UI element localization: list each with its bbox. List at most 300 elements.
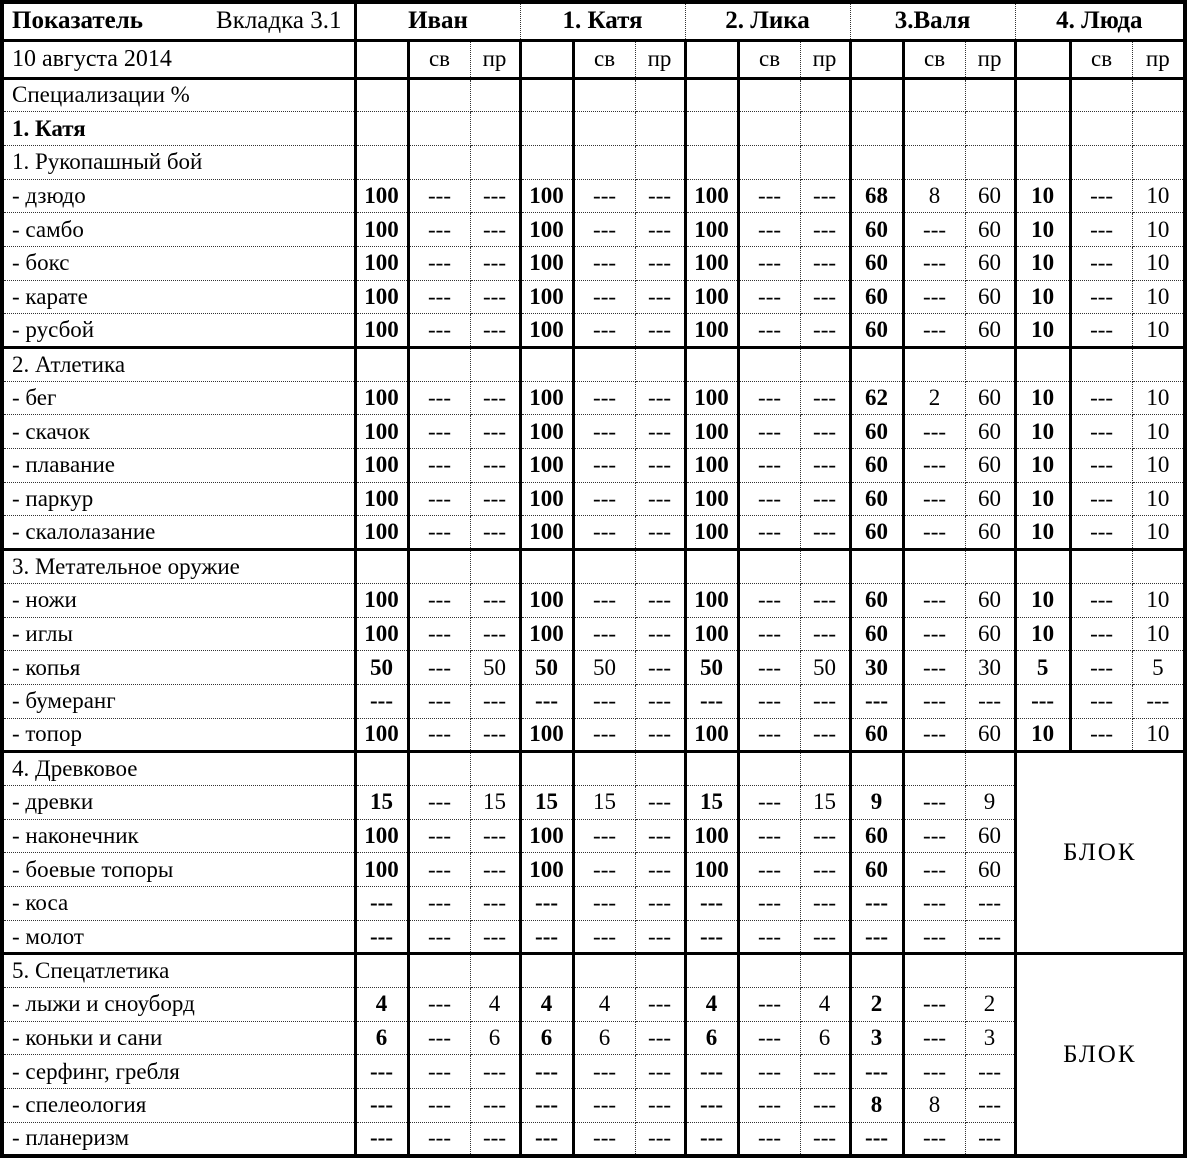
value-cell: 10 [1132, 179, 1185, 213]
column-header-ivan: Иван [355, 2, 520, 40]
value-cell: 60 [965, 617, 1015, 651]
value-cell: --- [685, 887, 738, 921]
value-cell [850, 348, 903, 382]
value-cell: --- [738, 819, 800, 853]
value-cell: --- [738, 449, 800, 483]
value-cell: 10 [1132, 415, 1185, 449]
value-cell: 100 [685, 482, 738, 516]
value-cell: 10 [1015, 482, 1070, 516]
value-cell: --- [355, 887, 408, 921]
row-label: - паркур [2, 482, 355, 516]
table-row [2, 988, 1185, 1022]
header-title-cell [2, 2, 355, 40]
value-cell: --- [965, 1122, 1015, 1156]
value-cell [850, 752, 903, 786]
value-cell: --- [635, 449, 685, 483]
value-cell: 2 [903, 381, 965, 415]
value-cell: 2 [850, 988, 903, 1022]
date-label: 10 августа 2014 [2, 40, 355, 78]
value-cell: --- [738, 1055, 800, 1089]
value-cell: --- [635, 1055, 685, 1089]
table-row [2, 145, 1185, 179]
table-row [2, 718, 1185, 752]
table-row [2, 752, 1185, 786]
value-cell: 60 [850, 314, 903, 348]
value-cell: 60 [850, 246, 903, 280]
value-cell: 100 [520, 718, 573, 752]
subcol-sv: св [903, 40, 965, 78]
table-row [2, 280, 1185, 314]
value-cell [965, 752, 1015, 786]
table-row [2, 550, 1185, 584]
value-cell [850, 550, 903, 584]
value-cell: 60 [850, 718, 903, 752]
value-cell: --- [800, 617, 850, 651]
value-cell: --- [408, 179, 470, 213]
value-cell: --- [738, 1021, 800, 1055]
value-cell: --- [903, 449, 965, 483]
value-cell [800, 112, 850, 146]
value-cell: --- [573, 718, 635, 752]
value-cell: --- [635, 920, 685, 954]
value-cell: --- [573, 819, 635, 853]
value-cell: 60 [965, 819, 1015, 853]
subcol-pr: пр [1132, 40, 1185, 78]
value-cell: 10 [1132, 583, 1185, 617]
value-cell: 100 [685, 819, 738, 853]
value-cell: 60 [965, 314, 1015, 348]
row-label: - древки [2, 785, 355, 819]
value-cell: --- [738, 482, 800, 516]
value-cell: --- [520, 1055, 573, 1089]
value-cell: --- [635, 819, 685, 853]
value-cell: 100 [685, 449, 738, 483]
value-cell [738, 78, 800, 112]
value-cell: --- [903, 516, 965, 550]
value-cell: --- [520, 920, 573, 954]
value-cell: --- [520, 1089, 573, 1123]
value-cell [635, 348, 685, 382]
value-cell: --- [470, 449, 520, 483]
value-cell: 10 [1015, 280, 1070, 314]
value-cell: --- [903, 988, 965, 1022]
value-cell: 10 [1132, 516, 1185, 550]
value-cell [1132, 145, 1185, 179]
value-cell: --- [965, 1055, 1015, 1089]
value-cell: --- [408, 853, 470, 887]
value-cell: 50 [685, 651, 738, 685]
value-cell: 50 [800, 651, 850, 685]
value-cell [685, 954, 738, 988]
value-cell [573, 78, 635, 112]
value-cell: --- [738, 988, 800, 1022]
value-cell: --- [903, 280, 965, 314]
column-header-katya: 1. Катя [520, 2, 685, 40]
value-cell [520, 78, 573, 112]
value-cell: --- [470, 853, 520, 887]
value-cell [470, 112, 520, 146]
value-cell: --- [408, 314, 470, 348]
value-cell: --- [573, 381, 635, 415]
value-cell [903, 954, 965, 988]
table-row [2, 1122, 1185, 1156]
value-cell: --- [635, 887, 685, 921]
value-cell: 100 [355, 583, 408, 617]
value-cell [573, 550, 635, 584]
value-cell: --- [408, 819, 470, 853]
value-cell: --- [470, 684, 520, 718]
value-cell: --- [635, 785, 685, 819]
value-cell: --- [635, 179, 685, 213]
value-cell: --- [573, 179, 635, 213]
value-cell: --- [408, 920, 470, 954]
value-cell: 60 [850, 415, 903, 449]
value-cell: 10 [1015, 449, 1070, 483]
value-cell: --- [903, 583, 965, 617]
row-label: 5. Спецатлетика [2, 954, 355, 988]
value-cell: 60 [850, 280, 903, 314]
value-cell: 10 [1132, 314, 1185, 348]
value-cell [470, 550, 520, 584]
value-cell: --- [800, 887, 850, 921]
row-label: 3. Метательное оружие [2, 550, 355, 584]
value-cell: 5 [1015, 651, 1070, 685]
value-cell: --- [408, 1021, 470, 1055]
value-cell: --- [903, 920, 965, 954]
row-label: - серфинг, гребля [2, 1055, 355, 1089]
value-cell: 4 [470, 988, 520, 1022]
value-cell: --- [738, 179, 800, 213]
value-cell: --- [408, 617, 470, 651]
value-cell [738, 145, 800, 179]
value-cell [635, 550, 685, 584]
value-cell: --- [573, 280, 635, 314]
value-cell: 60 [965, 381, 1015, 415]
value-cell [965, 145, 1015, 179]
value-cell: --- [903, 785, 965, 819]
value-cell [738, 348, 800, 382]
value-cell [470, 954, 520, 988]
table-row [2, 954, 1185, 988]
value-cell: 100 [685, 280, 738, 314]
value-cell: --- [800, 314, 850, 348]
value-cell [520, 752, 573, 786]
value-cell: --- [1070, 179, 1132, 213]
value-cell [408, 550, 470, 584]
value-cell: --- [903, 1055, 965, 1089]
value-cell: --- [470, 1122, 520, 1156]
value-cell [850, 112, 903, 146]
value-cell: 100 [520, 314, 573, 348]
value-cell: 100 [355, 516, 408, 550]
row-label: Специализации % [2, 78, 355, 112]
value-cell: --- [470, 415, 520, 449]
value-cell: --- [470, 516, 520, 550]
row-label: - бумеранг [2, 684, 355, 718]
table-row [2, 314, 1185, 348]
table-row [2, 853, 1185, 887]
value-cell: --- [1070, 246, 1132, 280]
value-cell: --- [800, 213, 850, 247]
value-cell: --- [1070, 651, 1132, 685]
value-cell: 15 [520, 785, 573, 819]
value-cell [635, 78, 685, 112]
value-cell [1015, 550, 1070, 584]
subcol-sv: св [738, 40, 800, 78]
value-cell [355, 112, 408, 146]
value-cell [635, 112, 685, 146]
value-cell: --- [635, 1122, 685, 1156]
value-cell: --- [738, 314, 800, 348]
value-cell: --- [573, 1089, 635, 1123]
value-cell: --- [470, 718, 520, 752]
value-cell: --- [1070, 280, 1132, 314]
value-cell: --- [573, 583, 635, 617]
value-cell: 100 [685, 246, 738, 280]
value-cell: --- [635, 246, 685, 280]
value-cell: --- [1070, 516, 1132, 550]
value-cell: --- [355, 1122, 408, 1156]
table-header [2, 2, 1185, 78]
table-row [2, 179, 1185, 213]
table-row [2, 482, 1185, 516]
value-cell: 100 [520, 516, 573, 550]
value-cell: --- [965, 684, 1015, 718]
value-cell [1132, 78, 1185, 112]
value-cell [1070, 78, 1132, 112]
value-cell: 100 [520, 449, 573, 483]
value-cell: --- [903, 1021, 965, 1055]
value-cell: 60 [965, 583, 1015, 617]
value-cell: --- [408, 213, 470, 247]
value-cell: 100 [355, 482, 408, 516]
value-cell: --- [520, 684, 573, 718]
subcol-pr: пр [470, 40, 520, 78]
value-cell: 100 [355, 819, 408, 853]
value-cell [1070, 550, 1132, 584]
value-cell [685, 550, 738, 584]
row-label: - наконечник [2, 819, 355, 853]
value-cell [850, 954, 903, 988]
value-cell: --- [800, 482, 850, 516]
value-cell: 68 [850, 179, 903, 213]
value-cell: 100 [520, 819, 573, 853]
value-cell: --- [1015, 684, 1070, 718]
value-cell: --- [408, 516, 470, 550]
value-cell: 10 [1015, 415, 1070, 449]
value-cell: --- [573, 887, 635, 921]
value-cell [965, 112, 1015, 146]
value-cell: --- [470, 1089, 520, 1123]
value-cell [635, 145, 685, 179]
value-cell [738, 550, 800, 584]
value-cell: 10 [1015, 179, 1070, 213]
value-cell: --- [635, 314, 685, 348]
table-row [2, 246, 1185, 280]
value-cell [520, 550, 573, 584]
value-cell [470, 145, 520, 179]
row-label: - скачок [2, 415, 355, 449]
value-cell: --- [800, 280, 850, 314]
value-cell: --- [903, 718, 965, 752]
value-cell: 100 [685, 617, 738, 651]
row-label: - молот [2, 920, 355, 954]
value-cell: --- [408, 718, 470, 752]
blok-cell: БЛОК [1015, 954, 1185, 1156]
value-cell: --- [1070, 449, 1132, 483]
value-cell: 4 [520, 988, 573, 1022]
table-row [2, 819, 1185, 853]
value-cell: 30 [965, 651, 1015, 685]
value-cell: 60 [850, 449, 903, 483]
value-cell: 60 [965, 213, 1015, 247]
value-cell: 100 [520, 853, 573, 887]
value-cell: --- [800, 853, 850, 887]
value-cell: 60 [965, 179, 1015, 213]
value-cell: 100 [355, 718, 408, 752]
value-cell: --- [903, 415, 965, 449]
value-cell: --- [573, 246, 635, 280]
value-cell: --- [738, 785, 800, 819]
value-cell: --- [470, 819, 520, 853]
table-row [2, 785, 1185, 819]
value-cell: --- [685, 1055, 738, 1089]
value-cell: --- [635, 280, 685, 314]
value-cell [1070, 112, 1132, 146]
value-cell [903, 78, 965, 112]
value-cell: --- [1070, 415, 1132, 449]
value-cell: --- [573, 1122, 635, 1156]
value-cell: --- [903, 819, 965, 853]
value-cell: 100 [685, 583, 738, 617]
value-cell: --- [800, 449, 850, 483]
row-label: - карате [2, 280, 355, 314]
value-cell: 10 [1015, 583, 1070, 617]
value-cell: 6 [573, 1021, 635, 1055]
value-cell: 60 [965, 246, 1015, 280]
value-cell: 15 [470, 785, 520, 819]
value-cell: 100 [520, 415, 573, 449]
value-cell: --- [738, 617, 800, 651]
value-cell: 60 [965, 415, 1015, 449]
value-cell: --- [408, 280, 470, 314]
value-cell: 4 [800, 988, 850, 1022]
value-cell: 5 [1132, 651, 1185, 685]
value-cell: 60 [965, 280, 1015, 314]
value-cell: --- [965, 887, 1015, 921]
table-body [2, 78, 1185, 1156]
value-cell [738, 112, 800, 146]
row-label: - планеризм [2, 1122, 355, 1156]
value-cell: --- [903, 887, 965, 921]
row-label: - коса [2, 887, 355, 921]
value-cell: 100 [355, 853, 408, 887]
value-cell: --- [635, 381, 685, 415]
table-row [2, 516, 1185, 550]
table-row [2, 415, 1185, 449]
value-cell: --- [685, 1122, 738, 1156]
value-cell: 10 [1132, 280, 1185, 314]
value-cell [1070, 145, 1132, 179]
value-cell: 15 [573, 785, 635, 819]
value-cell: --- [1070, 314, 1132, 348]
value-cell: 100 [520, 381, 573, 415]
value-cell: 100 [355, 381, 408, 415]
value-cell: 3 [850, 1021, 903, 1055]
value-cell: --- [850, 920, 903, 954]
subcol-main [520, 40, 573, 78]
value-cell: 60 [965, 718, 1015, 752]
table-row [2, 920, 1185, 954]
value-cell [685, 752, 738, 786]
value-cell: --- [355, 1055, 408, 1089]
value-cell: --- [738, 853, 800, 887]
value-cell: 100 [355, 213, 408, 247]
value-cell: --- [408, 449, 470, 483]
value-cell: 10 [1132, 246, 1185, 280]
value-cell: 9 [965, 785, 1015, 819]
value-cell: 100 [355, 280, 408, 314]
value-cell: 10 [1015, 516, 1070, 550]
value-cell: --- [520, 887, 573, 921]
value-cell: --- [800, 1055, 850, 1089]
value-cell [1132, 550, 1185, 584]
value-cell: 100 [520, 583, 573, 617]
value-cell: 60 [850, 583, 903, 617]
value-cell [685, 145, 738, 179]
value-cell [685, 112, 738, 146]
row-label: - топор [2, 718, 355, 752]
value-cell: --- [573, 684, 635, 718]
value-cell: --- [573, 482, 635, 516]
value-cell: 60 [965, 482, 1015, 516]
value-cell [903, 112, 965, 146]
value-cell: 8 [903, 179, 965, 213]
value-cell: --- [1070, 617, 1132, 651]
value-cell: 50 [470, 651, 520, 685]
value-cell [800, 348, 850, 382]
value-cell: 15 [685, 785, 738, 819]
value-cell: 10 [1132, 449, 1185, 483]
value-cell: --- [738, 718, 800, 752]
row-label: - самбо [2, 213, 355, 247]
value-cell: 3 [965, 1021, 1015, 1055]
subcol-pr: пр [635, 40, 685, 78]
value-cell [635, 954, 685, 988]
value-cell [800, 954, 850, 988]
value-cell: --- [738, 887, 800, 921]
value-cell [903, 145, 965, 179]
table-row [2, 1055, 1185, 1089]
value-cell: --- [573, 516, 635, 550]
value-cell [1015, 112, 1070, 146]
value-cell: 6 [470, 1021, 520, 1055]
value-cell: 100 [685, 415, 738, 449]
value-cell: 60 [850, 617, 903, 651]
value-cell: --- [408, 415, 470, 449]
value-cell: --- [1070, 213, 1132, 247]
value-cell: --- [573, 449, 635, 483]
value-cell [520, 145, 573, 179]
value-cell [903, 752, 965, 786]
value-cell: 60 [965, 449, 1015, 483]
value-cell: --- [470, 314, 520, 348]
value-cell: --- [355, 684, 408, 718]
value-cell: --- [573, 853, 635, 887]
value-cell: 10 [1132, 617, 1185, 651]
value-cell: 10 [1015, 718, 1070, 752]
value-cell: --- [800, 920, 850, 954]
